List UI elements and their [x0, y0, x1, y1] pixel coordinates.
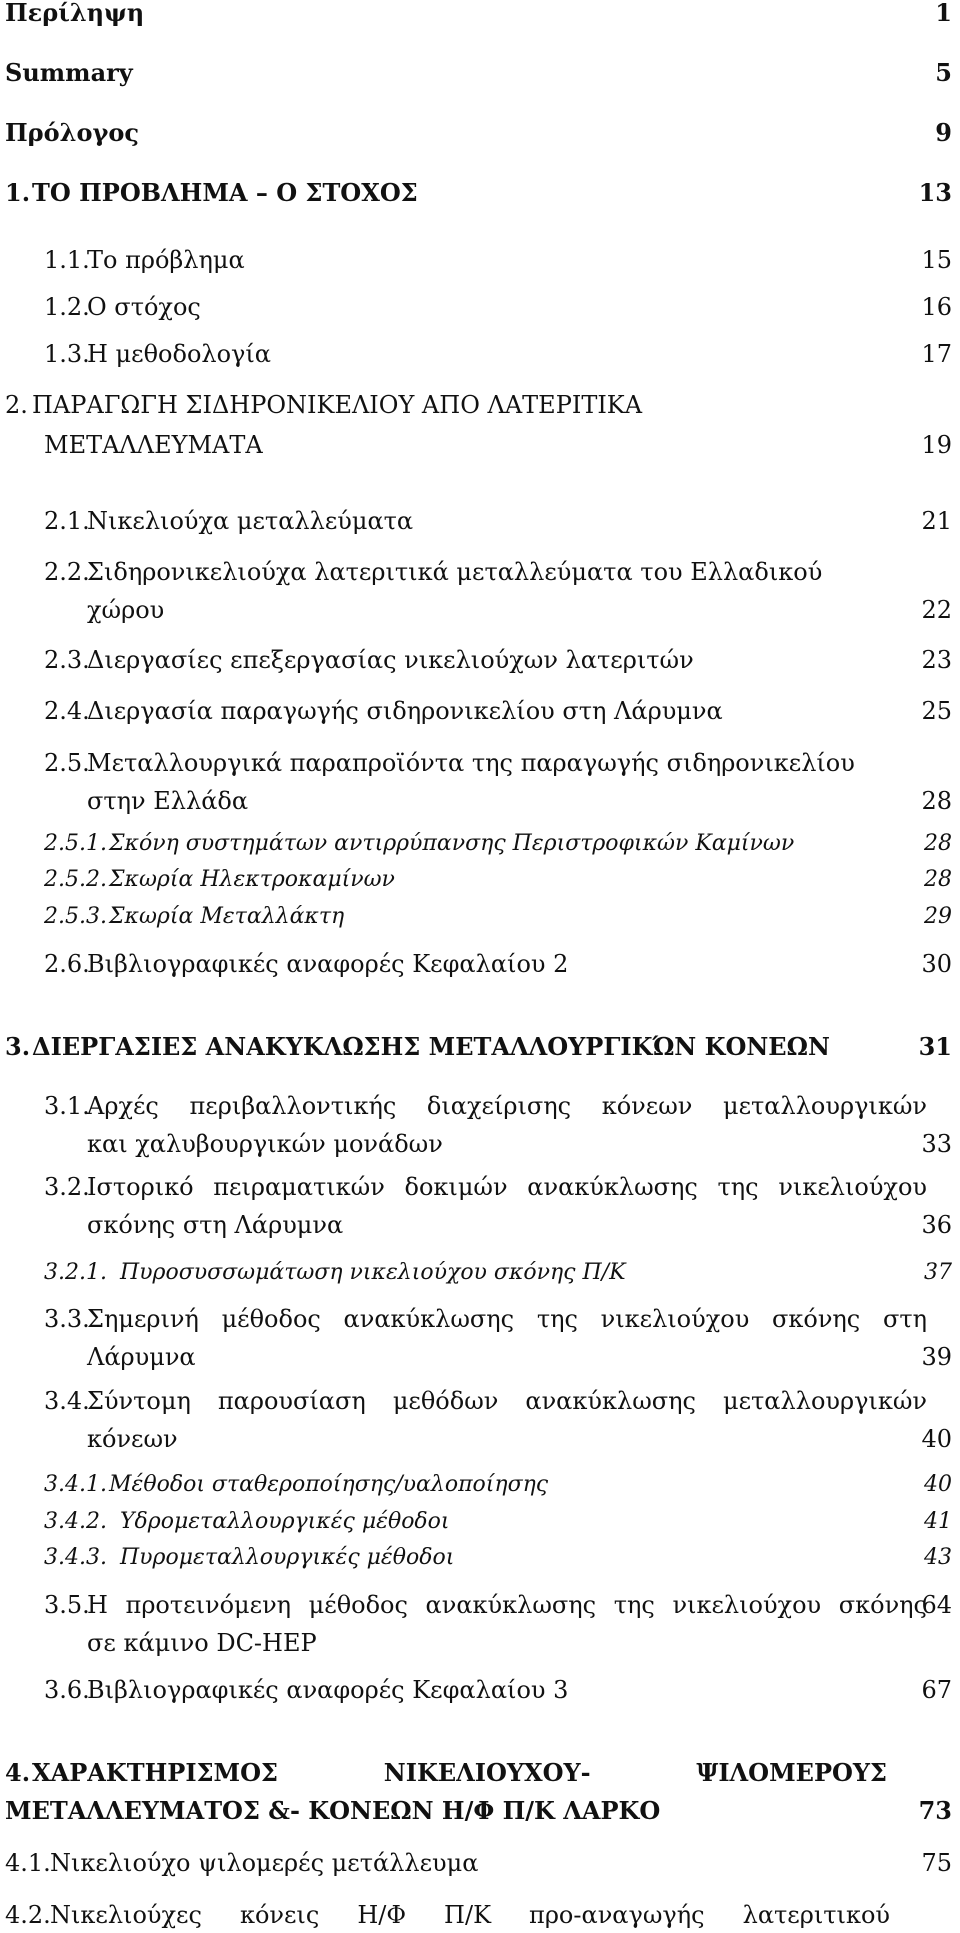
toc-title: Περίληψη	[5, 0, 145, 27]
toc-title: ΤΟ ΠΡΟΒΛΗΜΑ – Ο ΣΤΟΧΟΣ	[32, 178, 418, 207]
toc-title: Summary	[5, 58, 133, 87]
toc-page-number: 37	[924, 1260, 952, 1285]
toc-page-number: 40	[924, 1472, 952, 1497]
toc-title-continued: στην Ελλάδα	[87, 787, 249, 815]
toc-number: 1.	[5, 178, 31, 207]
toc-title: Σκωρία Ηλεκτροκαμίνων	[109, 867, 395, 892]
toc-title: Σιδηρονικελιούχα λατεριτικά μεταλλεύματα του Ελλαδικού	[87, 558, 823, 586]
toc-number: 2.5.1.	[44, 831, 107, 856]
toc-page-number: 67	[921, 1676, 952, 1704]
toc-page-number: 16	[921, 293, 952, 321]
toc-title: Νικελιούχα μεταλλεύματα	[87, 507, 414, 535]
toc-title: Μέθοδοι σταθεροποίησης/υαλοποίησης	[109, 1472, 549, 1497]
toc-title: Υδρομεταλλουργικές μέθοδοι	[120, 1509, 450, 1534]
toc-number: 4.1.	[5, 1849, 51, 1877]
toc-title: ΠΑΡΑΓΩΓΗ ΣΙΔΗΡΟΝΙΚΕΛΙΟΥ ΑΠΟ ΛΑΤΕΡΙΤΙΚΑ	[32, 391, 643, 419]
toc-number: 3.4.	[44, 1387, 90, 1415]
toc-chapter-entry[interactable]	[5, 1755, 952, 1835]
toc-page-number: 5	[935, 58, 952, 87]
toc-number: 3.1.	[44, 1092, 90, 1120]
toc-number: 2.4.	[44, 697, 90, 725]
toc-title-continued: Λάρυμνα	[87, 1343, 196, 1371]
toc-page-number: 41	[924, 1509, 952, 1534]
toc-title: Σημερινή μέθοδος ανακύκλωσης της νικελιούχου σκόνης στη	[87, 1305, 927, 1333]
toc-section-entry[interactable]	[44, 1170, 952, 1250]
toc-number: 4.2.	[5, 1901, 51, 1929]
toc-title: Βιβλιογραφικές αναφορές Κεφαλαίου 2	[87, 950, 569, 978]
toc-title: Νικελιούχο ψιλομερές μετάλλευμα	[50, 1849, 479, 1877]
toc-number: 3.5.	[44, 1591, 90, 1619]
toc-title: ΧΑΡΑΚΤΗΡΙΣΜΟΣ ΝΙΚΕΛΙΟΥΧΟΥ- ΨΙΛΟΜΕΡΟΥΣ	[32, 1758, 887, 1787]
toc-number: 2.5.3.	[44, 904, 107, 929]
toc-page-number: 36	[921, 1211, 952, 1239]
toc-page-number: 9	[935, 118, 952, 147]
toc-page-number: 31	[918, 1032, 952, 1061]
toc-title-continued: σε κάμινο DC-HEP	[87, 1629, 317, 1657]
toc-section-entry[interactable]	[44, 1588, 952, 1668]
toc-number: 1.2.	[44, 293, 90, 321]
toc-title: Η προτεινόμενη μέθοδος ανακύκλωσης της νικελιούχου σκόνης	[87, 1591, 927, 1619]
toc-number: 2.2.	[44, 558, 90, 586]
toc-title: Ο στόχος	[87, 293, 201, 321]
toc-page-number: 28	[924, 867, 952, 892]
toc-title: Η μεθοδολογία	[87, 340, 272, 368]
toc-title: Σύντομη παρουσίαση μεθόδων ανακύκλωσης μεταλλουργικών	[87, 1387, 927, 1415]
toc-page-number: 40	[921, 1425, 952, 1453]
toc-section-entry[interactable]	[44, 1302, 952, 1382]
toc-title: Σκόνη συστημάτων αντιρρύπανσης Περιστροφικών Καμίνων	[109, 831, 795, 856]
toc-number: 2.5.	[44, 749, 90, 777]
toc-title: Αρχές περιβαλλοντικής διαχείρισης κόνεων μεταλλουργικών	[87, 1092, 927, 1120]
toc-title: Πυρομεταλλουργικές μέθοδοι	[120, 1545, 455, 1570]
toc-number: 1.1.	[44, 246, 90, 274]
toc-title-continued: χώρου	[87, 596, 165, 624]
toc-number: 2.6.	[44, 950, 90, 978]
toc-number: 3.4.1.	[44, 1472, 107, 1497]
toc-page-number: 22	[921, 596, 952, 624]
toc-page-number: 19	[921, 431, 952, 459]
toc-number: 2.	[5, 391, 28, 419]
toc-title: Το πρόβλημα	[87, 246, 245, 274]
toc-number: 3.2.1.	[44, 1260, 107, 1285]
toc-title: Σκωρία Μεταλλάκτη	[109, 904, 345, 929]
toc-chapter-entry[interactable]	[5, 388, 952, 478]
toc-page-number: 30	[921, 950, 952, 978]
toc-page-number: 29	[924, 904, 952, 929]
toc-number: 2.3.	[44, 646, 90, 674]
toc-number: 2.1.	[44, 507, 90, 535]
toc-page-number: 23	[921, 646, 952, 674]
toc-page-number: 28	[921, 787, 952, 815]
toc-number: 4.	[5, 1758, 31, 1787]
toc-section-entry[interactable]	[44, 1089, 952, 1169]
toc-title: Ιστορικό πειραματικών δοκιμών ανακύκλωσης της νικελιούχου	[87, 1173, 927, 1201]
toc-page-number: 1	[935, 0, 952, 27]
toc-title-continued: ΜΕΤΑΛΛΕΥΜΑΤΟΣ &- ΚΟΝΕΩΝ Η/Φ Π/Κ ΛΑΡΚΟ	[5, 1796, 661, 1825]
toc-number: 1.3.	[44, 340, 90, 368]
toc-page-number: 15	[921, 246, 952, 274]
toc-title: Διεργασίες επεξεργασίας νικελιούχων λατεριτών	[87, 646, 694, 674]
toc-number: 3.2.	[44, 1173, 90, 1201]
toc-section-entry[interactable]	[44, 555, 952, 635]
toc-title: Πυροσυσσωμάτωση νικελιούχου σκόνης Π/Κ	[120, 1260, 626, 1285]
toc-title-continued: σκόνης στη Λάρυμνα	[87, 1211, 344, 1239]
toc-number: 3.3.	[44, 1305, 90, 1333]
toc-section-entry[interactable]	[44, 1384, 952, 1464]
toc-page-number: 21	[921, 507, 952, 535]
toc-number: 3.6.	[44, 1676, 90, 1704]
toc-title: Μεταλλουργικά παραπροϊόντα της παραγωγής σιδηρονικελίου	[87, 749, 855, 777]
toc-page-number: 33	[921, 1130, 952, 1158]
toc-title-continued: κόνεων	[87, 1425, 178, 1453]
toc-page-number: 39	[921, 1343, 952, 1371]
toc-page-number: 28	[924, 831, 952, 856]
toc-number: 3.4.2.	[44, 1509, 107, 1534]
toc-page-number: 43	[924, 1545, 952, 1570]
toc-page-number: 75	[921, 1849, 952, 1877]
toc-title: ΔΙΕΡΓΑΣΙΕΣ ΑΝΑΚΥΚΛΩΣΗΣ ΜΕΤΑΛΛΟΥΡΓΙΚΏΝ ΚΟΝΕΩΝ	[32, 1032, 830, 1061]
toc-number: 2.5.2.	[44, 867, 107, 892]
toc-title: Διεργασία παραγωγής σιδηρονικελίου στη Λάρυμνα	[87, 697, 723, 725]
toc-page-number: 73	[918, 1796, 952, 1825]
toc-page-number: 17	[921, 340, 952, 368]
toc-section-entry[interactable]	[44, 746, 952, 826]
toc-number: 3.	[5, 1032, 31, 1061]
toc-title-continued: ΜΕΤΑΛΛΕΥΜΑΤΑ	[44, 431, 263, 459]
toc-page-number: 13	[918, 178, 952, 207]
toc-page-number: 64	[921, 1591, 952, 1619]
toc-page-number: 25	[921, 697, 952, 725]
toc-title: Βιβλιογραφικές αναφορές Κεφαλαίου 3	[87, 1676, 569, 1704]
toc-number: 3.4.3.	[44, 1545, 107, 1570]
toc-title: Νικελιούχες κόνεις Η/Φ Π/Κ προ-αναγωγής λατεριτικού	[50, 1901, 890, 1929]
toc-title-continued: και χαλυβουργικών μονάδων	[87, 1130, 443, 1158]
toc-title: Πρόλογος	[5, 118, 139, 147]
